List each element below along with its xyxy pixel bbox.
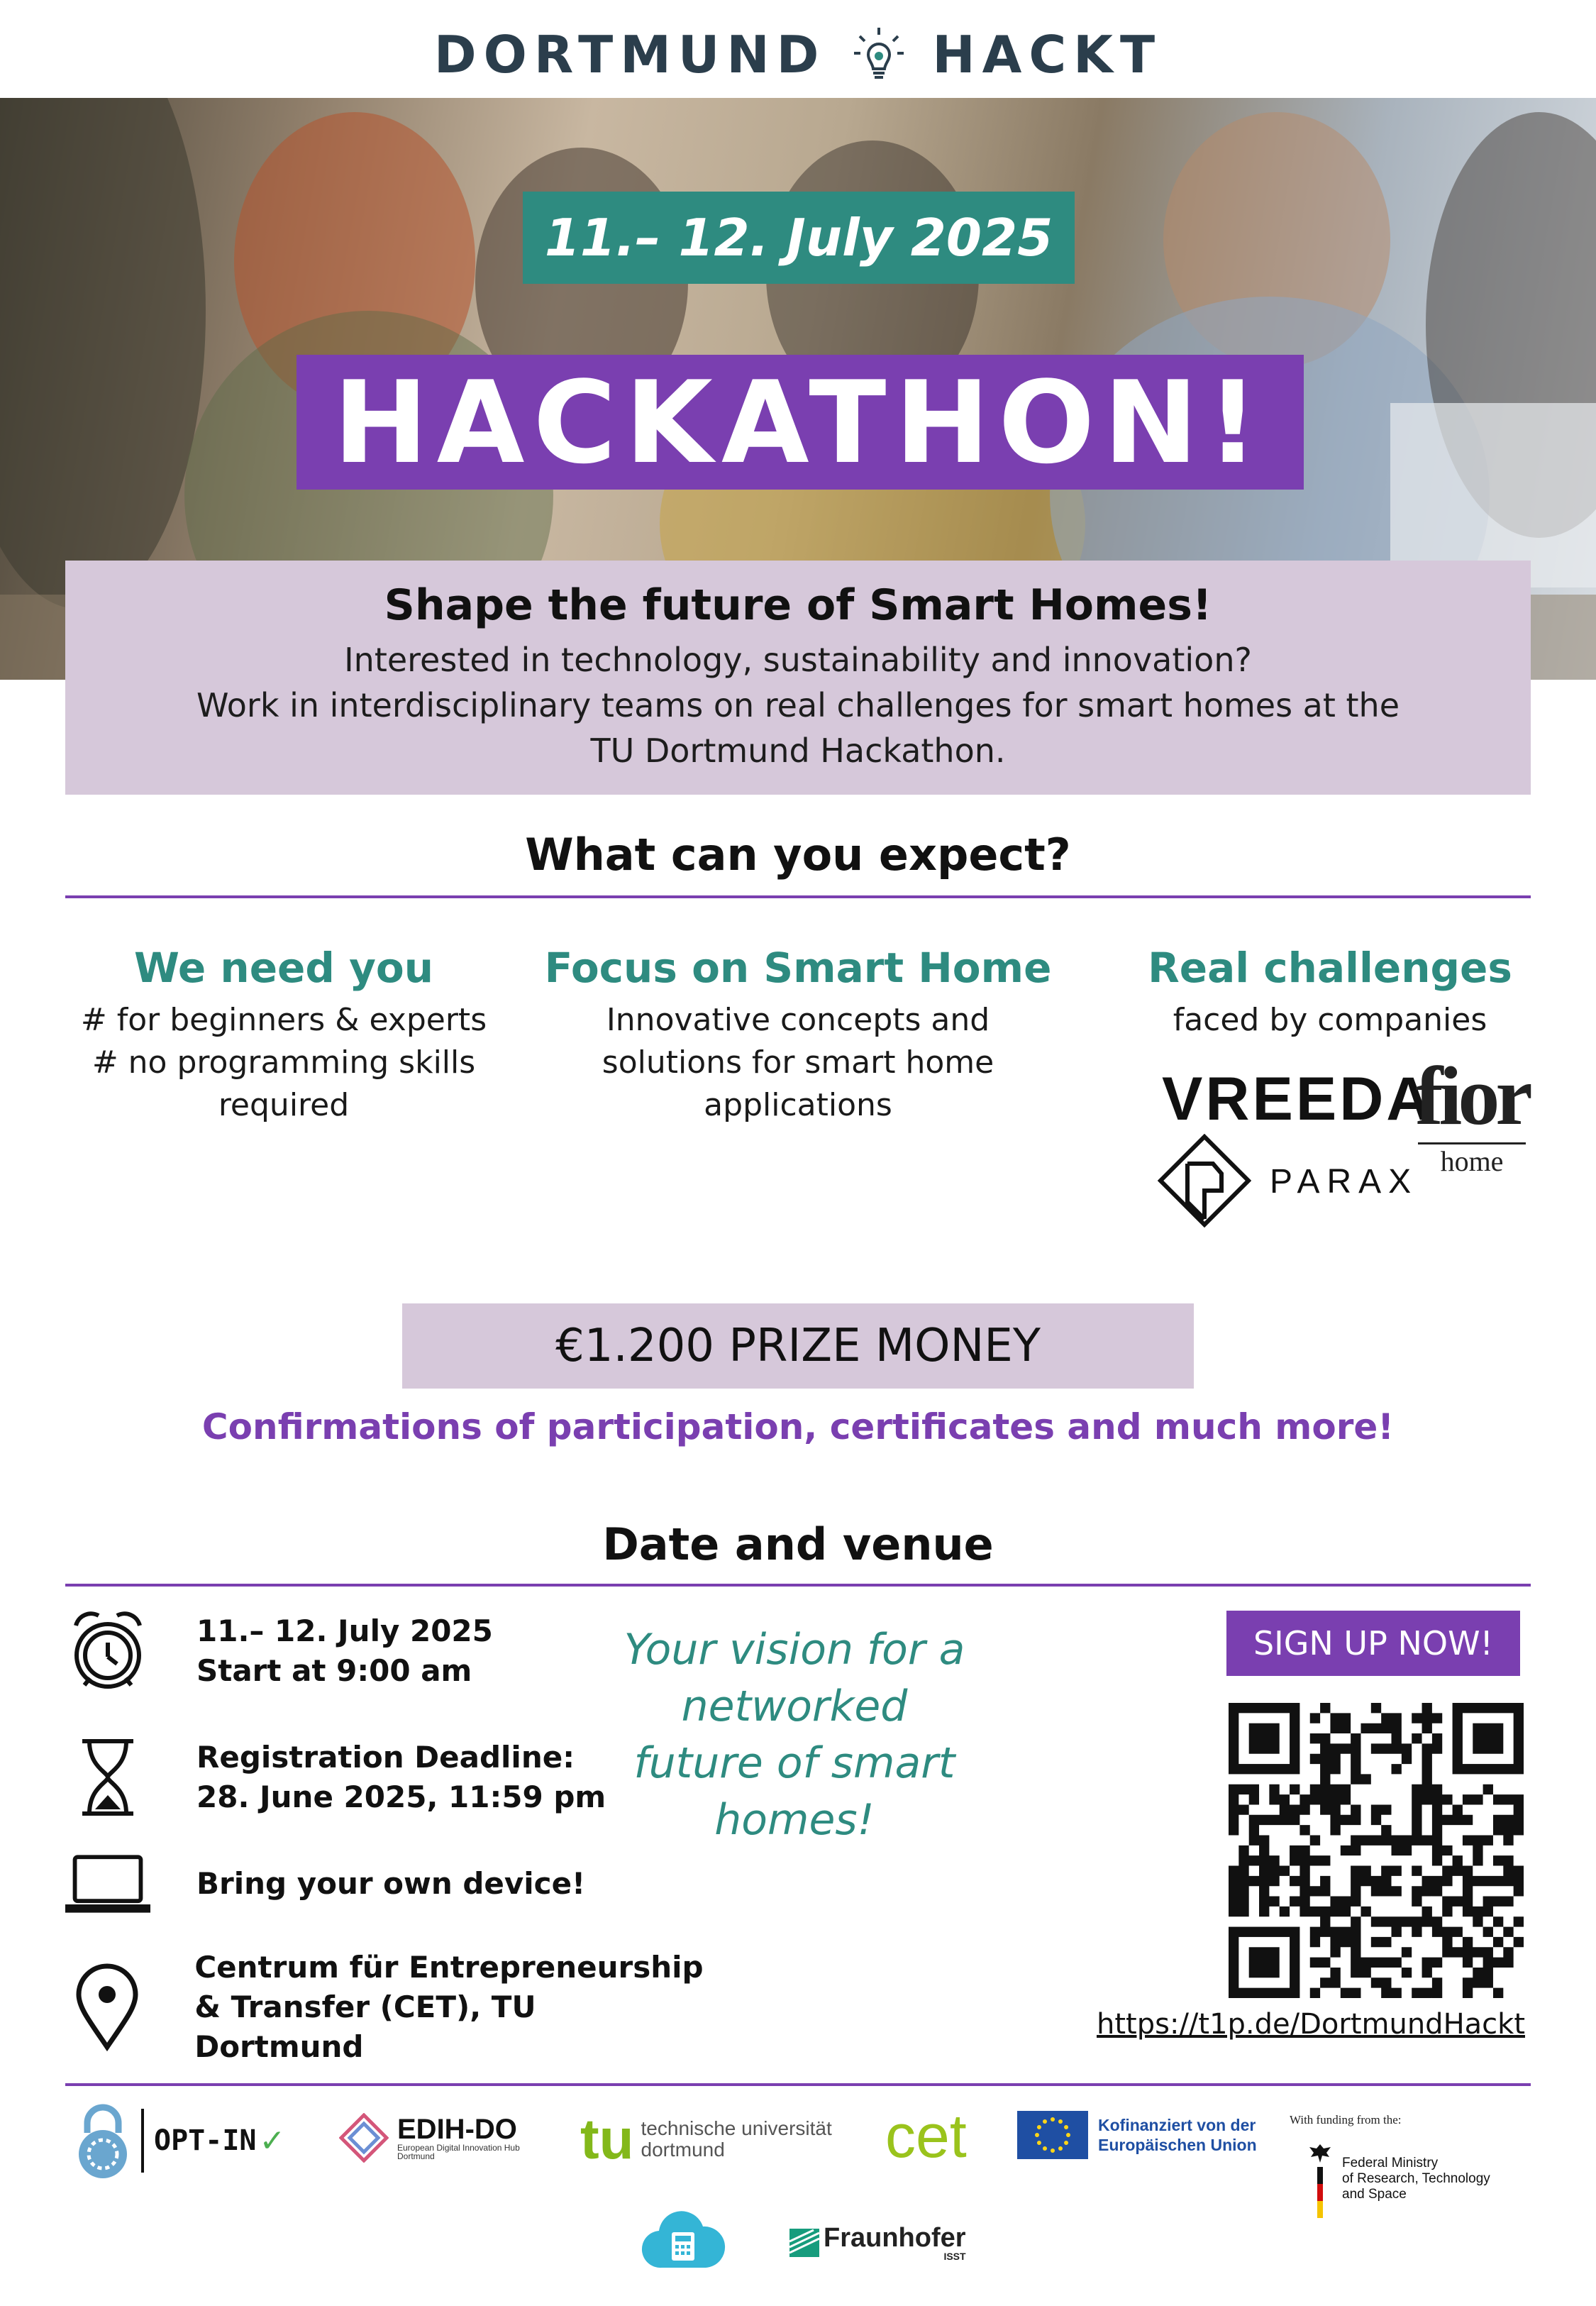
info-location (65, 1948, 704, 2067)
brand-right: HACKT (932, 25, 1163, 84)
column-line: applications (704, 1087, 892, 1123)
vision-line: future of smart (633, 1738, 955, 1788)
column-line: # for beginners & experts (80, 1002, 487, 1038)
tu-dortmund-logo (580, 2107, 832, 2170)
hackathon-title: HACKATHON! (297, 355, 1304, 490)
column-line: solutions for smart home (602, 1044, 994, 1081)
info-device (65, 1838, 704, 1930)
divider (65, 2083, 1531, 2086)
edih-sub: Dortmund (397, 2151, 435, 2161)
column-line: Innovative concepts and (606, 1002, 990, 1038)
intro-panel (65, 561, 1531, 795)
column-heading: Real challenges (1148, 944, 1512, 992)
fior-logo-text: fior (1415, 1049, 1529, 1142)
column-line: required (218, 1087, 350, 1123)
vreeda-logo: VREEDA (1162, 1065, 1434, 1133)
vision-line: networked (681, 1682, 908, 1731)
parax-logo-text: PARAX (1270, 1163, 1419, 1201)
divider (65, 1584, 1531, 1587)
intro-title: Shape the future of Smart Homes! (384, 580, 1212, 630)
prize-banner: €1.200 PRIZE MONEY (402, 1303, 1194, 1389)
info-line: 11.– 12. July 2025 (196, 1613, 493, 1648)
alarm-clock-icon (65, 1605, 150, 1697)
cloud-calculator-logo (641, 2208, 726, 2273)
info-line: Bring your own device! (196, 1866, 586, 1901)
vision-line: homes! (714, 1795, 875, 1845)
fraunhofer-text: Fraunhofer (824, 2223, 966, 2253)
column-line: faced by companies (1173, 1002, 1487, 1038)
edih-logo (339, 2113, 520, 2163)
german-flag-bar (1317, 2167, 1323, 2218)
expect-title: What can you expect? (525, 829, 1071, 881)
event-date-banner: 11.– 12. July 2025 (523, 192, 1075, 284)
laptop-icon (65, 1838, 150, 1930)
cet-logo: cet (885, 2102, 967, 2170)
column-heading: Focus on Smart Home (544, 944, 1052, 992)
fraunhofer-mark-icon (789, 2229, 819, 2257)
hourglass-icon (65, 1731, 150, 1824)
fior-logo-sub: home (1418, 1142, 1526, 1178)
divider (65, 895, 1531, 898)
venue-title: Date and venue (602, 1518, 994, 1570)
info-line: 28. June 2025, 11:59 pm (196, 1780, 606, 1814)
brand-header (0, 16, 1596, 94)
fraunhofer-sub: ISST (943, 2251, 966, 2262)
signup-button[interactable]: SIGN UP NOW! (1226, 1611, 1520, 1676)
signup-link[interactable]: https://t1p.de/DortmundHackt (1097, 2008, 1525, 2041)
optin-logo (74, 2102, 285, 2180)
expect-column-smart-home (543, 944, 1053, 1127)
tu-mark: tu (580, 2107, 634, 2170)
eu-text: Europäischen Union (1098, 2136, 1257, 2154)
lightbulb-icon (854, 26, 904, 83)
tu-text: technische universität (641, 2117, 832, 2139)
expect-column-challenges (1075, 944, 1585, 1042)
brand-left: DORTMUND (433, 25, 826, 84)
bmbf-head: With funding from the: (1290, 2113, 1402, 2126)
expect-column-need-you (28, 944, 539, 1127)
fior-logo (1415, 1049, 1529, 1178)
vision-slogan (589, 1621, 1000, 1848)
edih-diamond-icon (339, 2113, 389, 2163)
eagle-icon (1308, 2143, 1332, 2164)
eu-flag-icon (1017, 2111, 1088, 2159)
qr-code[interactable] (1229, 1703, 1524, 1998)
intro-line: Work in interdisciplinary teams on real challenges for smart homes at the (196, 686, 1400, 724)
checkmark-icon: ✓ (259, 2122, 286, 2159)
fraunhofer-logo (789, 2224, 966, 2261)
info-line: Centrum für Entrepreneurship (194, 1950, 704, 1985)
column-heading: We need you (133, 944, 434, 992)
bmbf-logo (1290, 2113, 1531, 2218)
intro-line: Interested in technology, sustainability and innovation? (344, 641, 1252, 679)
edih-text: EDIH-DO (397, 2114, 517, 2145)
edih-sub: European Digital Innovation Hub (397, 2143, 520, 2153)
info-line: & Transfer (CET), TU Dortmund (194, 1990, 536, 2064)
bmbf-text: and Space (1342, 2187, 1407, 2202)
tu-text: dortmund (641, 2139, 725, 2161)
bmbf-text: Federal Ministry (1342, 2156, 1439, 2170)
column-line: # no programming skills (92, 1044, 476, 1081)
eu-text: Kofinanziert von der (1098, 2116, 1256, 2134)
prize-subline: Confirmations of participation, certificates and much more! (201, 1406, 1395, 1447)
padlock-icon (74, 2102, 131, 2180)
eu-logo (1017, 2111, 1257, 2159)
parax-logo-mark (1158, 1134, 1251, 1230)
bmbf-text: of Research, Technology (1342, 2171, 1490, 2186)
info-line: Registration Deadline: (196, 1740, 575, 1775)
optin-text: OPT-IN (154, 2124, 257, 2157)
location-pin-icon (65, 1961, 148, 2053)
info-line: Start at 9:00 am (196, 1653, 472, 1688)
vision-line: Your vision for a (624, 1625, 965, 1675)
intro-line: TU Dortmund Hackathon. (590, 732, 1006, 770)
